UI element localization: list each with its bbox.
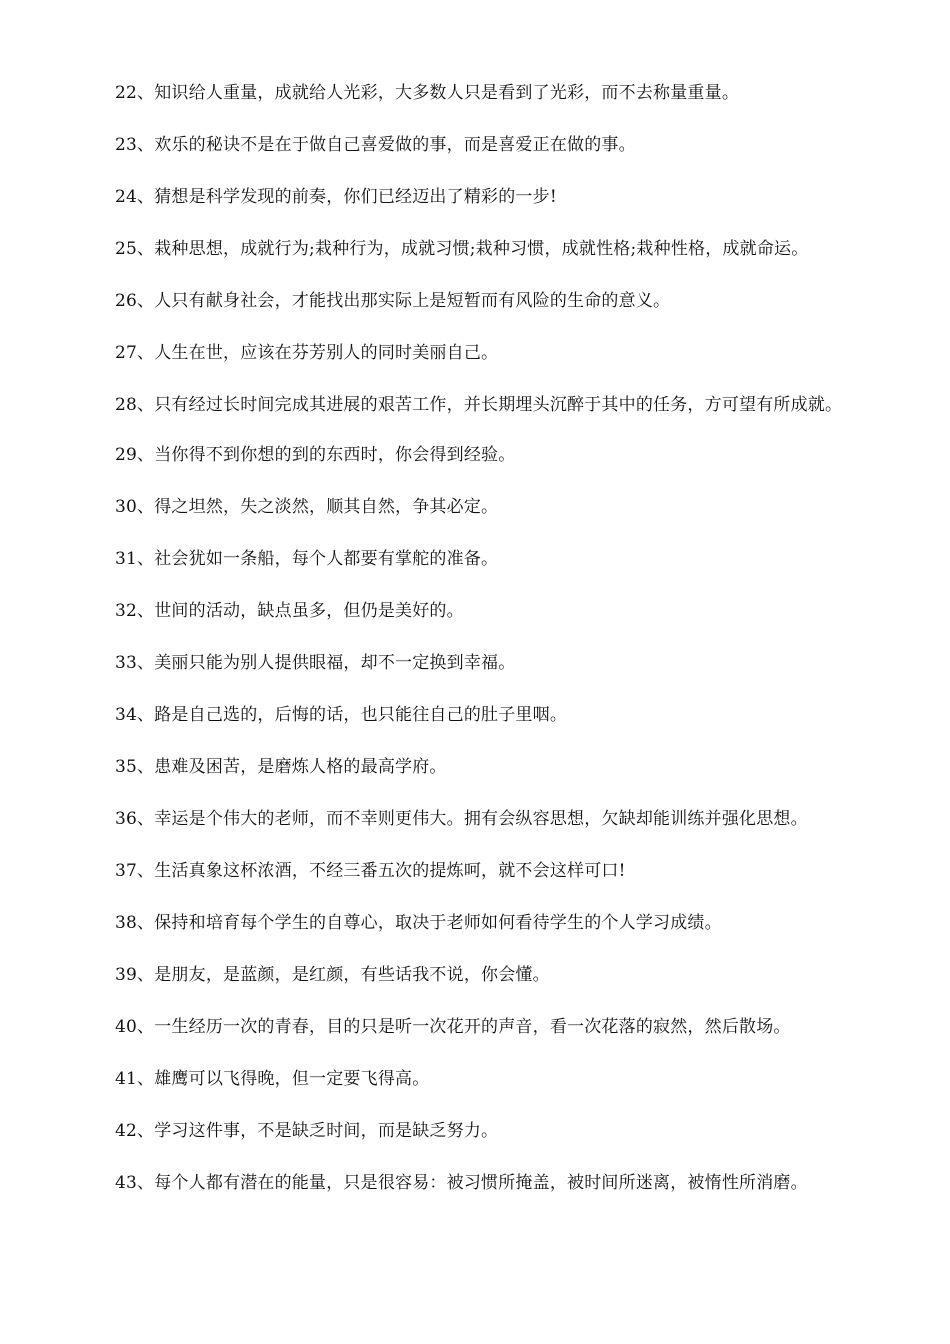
list-item: 39、是朋友，是蓝颜，是红颜，有些话我不说，你会懂。	[115, 965, 550, 985]
list-item: 29、当你得不到你想的到的东西时，你会得到经验。	[115, 445, 516, 465]
list-item: 35、患难及困苦，是磨炼人格的最高学府。	[115, 757, 447, 777]
list-item: 28、只有经过长时间完成其进展的艰苦工作，并长期埋头沉醉于其中的任务，方可望有所成就。	[115, 395, 843, 415]
list-item: 22、知识给人重量，成就给人光彩，大多数人只是看到了光彩，而不去称量重量。	[115, 83, 740, 103]
list-item: 34、路是自己选的，后悔的话，也只能往自己的肚子里咽。	[115, 705, 568, 725]
list-item: 41、雄鹰可以飞得晚，但一定要飞得高。	[115, 1069, 430, 1089]
list-item: 36、幸运是个伟大的老师，而不幸则更伟大。拥有会纵容思想，欠缺却能训练并强化思想。	[115, 809, 808, 829]
list-item: 31、社会犹如一条船，每个人都要有掌舵的准备。	[115, 549, 499, 569]
list-item: 30、得之坦然，失之淡然，顺其自然，争其必定。	[115, 497, 499, 517]
list-item: 33、美丽只能为别人提供眼福，却不一定换到幸福。	[115, 653, 516, 673]
list-item: 38、保持和培育每个学生的自尊心，取决于老师如何看待学生的个人学习成绩。	[115, 913, 722, 933]
list-item: 26、人只有献身社会，才能找出那实际上是短暂而有风险的生命的意义。	[115, 291, 671, 311]
list-item: 32、世间的活动，缺点虽多，但仍是美好的。	[115, 601, 464, 621]
list-item: 40、一生经历一次的青春，目的只是听一次花开的声音，看一次花落的寂然，然后散场。	[115, 1017, 791, 1037]
quote-list	[82, 78, 852, 1220]
list-item: 25、栽种思想，成就行为;栽种行为，成就习惯;栽种习惯，成就性格;栽种性格，成就命运。	[115, 239, 809, 259]
list-item: 24、猜想是科学发现的前奏，你们已经迈出了精彩的一步!	[115, 187, 557, 207]
list-item: 37、生活真象这杯浓酒，不经三番五次的提炼呵，就不会这样可口!	[115, 861, 626, 881]
list-item: 23、欢乐的秘诀不是在于做自己喜爱做的事，而是喜爱正在做的事。	[115, 135, 636, 155]
list-item: 27、人生在世，应该在芬芳别人的同时美丽自己。	[115, 343, 499, 363]
list-item: 42、学习这件事，不是缺乏时间，而是缺乏努力。	[115, 1121, 499, 1141]
list-item: 43、每个人都有潜在的能量，只是很容易：被习惯所掩盖，被时间所迷离，被惰性所消磨。	[115, 1173, 808, 1193]
